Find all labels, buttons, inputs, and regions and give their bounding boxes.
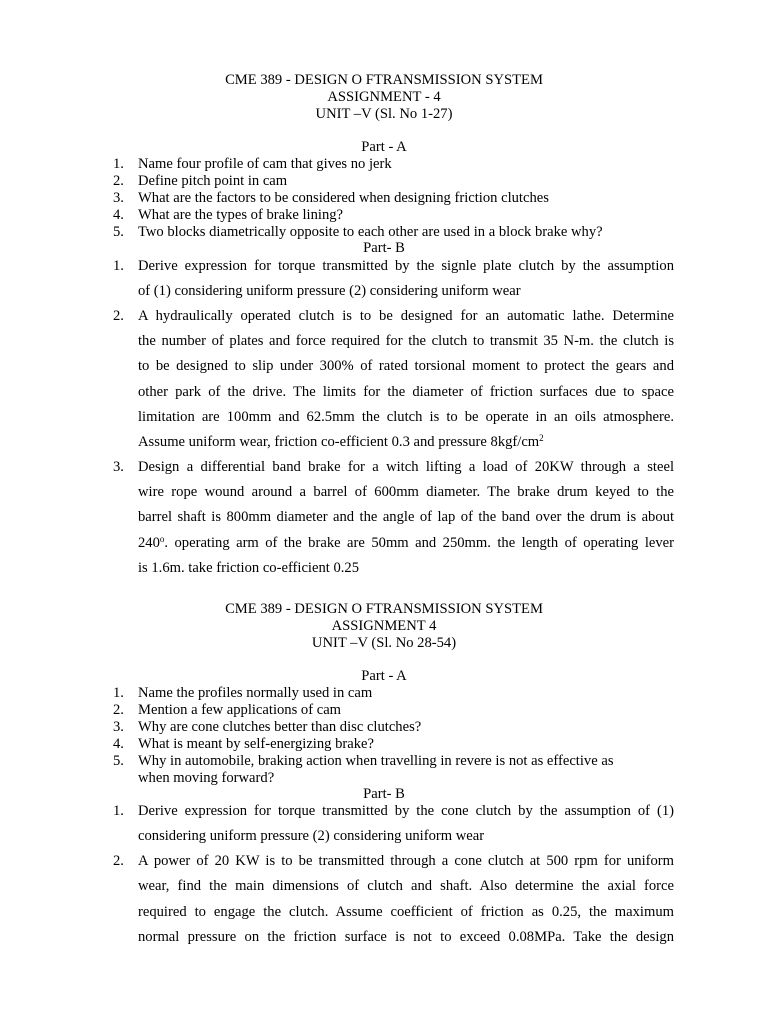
question-line <box>138 535 674 552</box>
unit-heading: UNIT –V (Sl. No 28-54) <box>311 635 457 651</box>
question-line: required to engage the clutch. Assume coefficient of friction as 0.25, the maximum <box>138 904 674 920</box>
question-line: considering uniform pressure (2) considering uniform wear <box>138 828 485 844</box>
assignment-heading: ASSIGNMENT - 4 <box>327 89 441 105</box>
part-b-heading: Part- B <box>363 786 405 802</box>
question-text: Why are cone clutches better than disc clutches? <box>138 719 422 735</box>
question-line: other park of the drive. The limits for the diameter of friction surfaces due to space <box>138 384 674 400</box>
question-number: 1. <box>113 156 124 172</box>
question-line: of (1) considering uniform pressure (2) considering uniform wear <box>138 283 521 299</box>
question-text: Two blocks diametrically opposite to each other are used in a block brake why? <box>138 224 603 240</box>
question-number: 3. <box>113 190 124 206</box>
question-text: Why in automobile, braking action when travelling in revere is not as effective as <box>138 753 614 769</box>
question-number: 4. <box>113 207 124 223</box>
question-number: 3. <box>113 719 124 735</box>
question-number: 4. <box>113 736 124 752</box>
question-text: Mention a few applications of cam <box>138 702 342 718</box>
question-line: the number of plates and force required for the clutch to transmit 35 N-m. the clutch is <box>138 333 674 349</box>
degree-superscript: o <box>159 534 165 544</box>
question-number: 2. <box>113 853 124 869</box>
question-line: Derive expression for torque transmitted by the signle plate clutch by the assumption <box>138 258 674 274</box>
part-a-heading: Part - A <box>361 668 407 684</box>
question-number: 1. <box>113 685 124 701</box>
course-title: CME 389 - DESIGN O FTRANSMISSION SYSTEM <box>225 601 543 617</box>
question-text: Define pitch point in cam <box>138 173 288 189</box>
question-line: A hydraulically operated clutch is to be designed for an automatic lathe. Determine <box>138 308 674 324</box>
question-line: to be designed to slip under 300% of rated torsional moment to protect the gears and <box>138 358 674 374</box>
assignment-heading: ASSIGNMENT 4 <box>331 618 437 634</box>
course-title: CME 389 - DESIGN O FTRANSMISSION SYSTEM <box>225 72 543 88</box>
question-text: Name four profile of cam that gives no jerk <box>138 156 392 172</box>
part-a-heading: Part - A <box>361 139 407 155</box>
question-number: 2. <box>113 702 124 718</box>
unit-heading: UNIT –V (Sl. No 1-27) <box>315 106 453 122</box>
question-number: 5. <box>113 753 124 769</box>
question-line: limitation are 100mm and 62.5mm the clutch is to be operate in an oils atmosphere. <box>138 409 674 425</box>
question-number: 2. <box>113 308 124 324</box>
question-text: What are the factors to be considered when designing friction clutches <box>138 190 549 206</box>
question-line: barrel shaft is 800mm diameter and the angle of lap of the band over the drum is about <box>138 509 674 525</box>
question-number: 1. <box>113 258 124 274</box>
question-number: 2. <box>113 173 124 189</box>
question-line: Design a differential band brake for a witch lifting a load of 20KW through a steel <box>138 459 674 475</box>
question-number: 1. <box>113 803 124 819</box>
question-line: is 1.6m. take friction co-efficient 0.25 <box>138 560 360 576</box>
part-b-heading: Part- B <box>363 240 405 256</box>
question-text: Name the profiles normally used in cam <box>138 685 373 701</box>
question-line: wear, find the main dimensions of clutch and shaft. Also determine the axial force <box>138 878 674 894</box>
question-text-continued: when moving forward? <box>138 770 275 786</box>
question-line <box>138 434 674 451</box>
question-line: normal pressure on the friction surface is not to exceed 0.08MPa. Take the design <box>138 929 674 945</box>
question-line-text: Assume uniform wear, friction co-efficient 0.3 and pressure 8kgf/cm <box>138 434 540 450</box>
superscript: 2 <box>539 433 544 443</box>
question-line: A power of 20 KW is to be transmitted through a cone clutch at 500 rpm for uniform <box>138 853 674 869</box>
question-line: Derive expression for torque transmitted by the cone clutch by the assumption of (1) <box>138 803 674 819</box>
question-number: 5. <box>113 224 124 240</box>
question-line-text: 240 <box>138 535 160 551</box>
question-number: 3. <box>113 459 124 475</box>
question-text: What is meant by self-energizing brake? <box>138 736 374 752</box>
question-line-text: . operating arm of the brake are 50mm and 250mm. the length of operating lever <box>164 535 674 551</box>
question-line: wire rope wound around a barrel of 600mm diameter. The brake drum keyed to the <box>138 484 674 500</box>
question-text: What are the types of brake lining? <box>138 207 344 223</box>
